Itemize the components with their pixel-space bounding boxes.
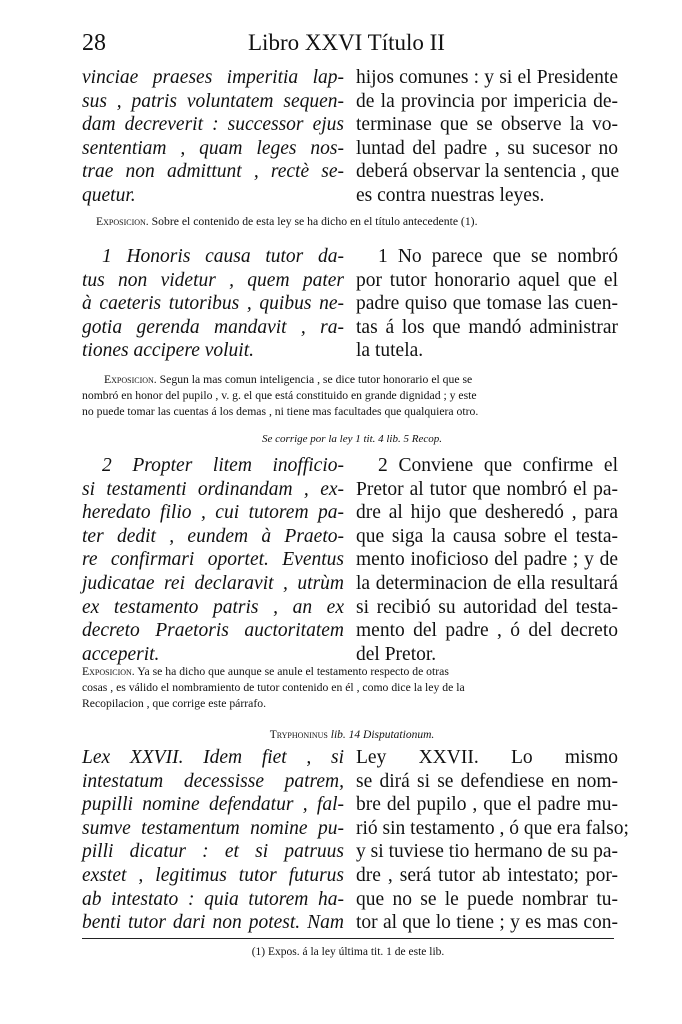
- latin-line: ab intestato : quia tutorem ha-: [82, 888, 344, 910]
- latin-line: benti tutor dari non potest. Nam: [82, 912, 344, 934]
- spanish-line: 1 No parece que se nombró: [378, 246, 618, 267]
- latin-line: acceperit.: [82, 643, 160, 665]
- footnote-rule: [82, 938, 614, 939]
- exposition-text: Segun la mas comun inteligencia , se dice tutor honorario el que se: [156, 373, 473, 386]
- latin-line: à caeteris tutoribus , quibus ne-: [82, 293, 344, 315]
- spanish-line: es contra nuestras leyes.: [356, 184, 545, 206]
- latin-line: trae non admittunt , rectè se-: [82, 161, 344, 183]
- exposition-label: Exposicion.: [82, 665, 135, 678]
- spanish-line: la tutela.: [356, 340, 424, 362]
- spanish-line: mento inoficioso del padre ; y de: [356, 549, 618, 571]
- latin-line: 1 Honoris causa tutor da-: [102, 246, 344, 267]
- latin-line: dam decreverit : successor ejus: [82, 114, 344, 136]
- spanish-column-block3: [356, 454, 618, 666]
- spanish-line: terminase que se observe la vo-: [356, 114, 618, 136]
- latin-line: sus , patris voluntatem sequen-: [82, 90, 344, 112]
- source-citation: [82, 729, 622, 741]
- exposition-label: Exposicion.: [104, 373, 157, 386]
- latin-line: gotia gerenda mandavit , ra-: [82, 316, 344, 338]
- latin-line: vinciae praeses imperitia lap-: [82, 67, 344, 88]
- exposition-note-3: [82, 664, 622, 712]
- latin-line: sumve testamentum nomine pu-: [82, 817, 344, 839]
- latin-line: tus non videtur , quem pater: [82, 269, 344, 291]
- latin-line: 2 Propter litem inofficio-: [102, 455, 344, 476]
- exposition-note-2: [82, 372, 622, 420]
- exposition-text: Recopilacion , que corrige este párrafo.: [82, 697, 266, 710]
- page-number: 28: [82, 30, 106, 56]
- latin-line: quetur.: [82, 184, 136, 206]
- source-work: lib. 14 Disputationum.: [327, 729, 435, 741]
- latin-line: pupilli nomine defendatur , fal-: [82, 794, 344, 816]
- spanish-line: 2 Conviene que confirme el: [378, 455, 618, 476]
- exposition-note-1: [96, 214, 636, 230]
- latin-line: si testamenti ordinandam , ex-: [82, 478, 344, 500]
- spanish-line: dre al hijo que desheredó , para: [356, 502, 618, 524]
- running-title: Libro XXVI Título II: [248, 30, 445, 55]
- spanish-line: hijos comunes : y si el Presidente: [356, 67, 618, 88]
- spanish-line: mento del padre , ó del decreto: [356, 620, 618, 642]
- spanish-line: luntad del padre , su sucesor no: [356, 137, 618, 159]
- spanish-line: padre quiso que tomase las cuen-: [356, 293, 618, 315]
- source-author: Tryphoninus: [269, 729, 328, 741]
- spanish-line: se dirá si se defendiese en nom-: [356, 770, 618, 792]
- latin-line: judicatae rei declaravit , utrùm: [82, 572, 344, 594]
- latin-line: sententiam , quam leges nos-: [82, 137, 344, 159]
- latin-column-block3: [82, 454, 344, 666]
- exposition-text: Sobre el contenido de esta ley se ha dicho en el título antecedente (1).: [148, 215, 478, 228]
- spanish-column-block2: [356, 245, 618, 363]
- spanish-line: y si tuviese tio hermano de su pa-: [356, 841, 618, 863]
- spanish-line: bre del pupilo , que el padre mu-: [356, 794, 618, 816]
- spanish-line: por tutor honorario aquel que el: [356, 269, 618, 291]
- spanish-column-block4: [356, 746, 629, 935]
- spanish-line: dre , será tutor ab intestato; por-: [356, 864, 618, 886]
- spanish-line: tas á los que mandó administrar: [356, 316, 618, 338]
- exposition-text: Ya se ha dicho que aunque se anule el testamento respecto de otras: [134, 665, 449, 678]
- footnote: (1) Expos. á la ley última tit. 1 de este lib.: [251, 946, 445, 958]
- latin-line: exstet , legitimus tutor futurus: [82, 864, 344, 886]
- exposition-text: cosas , es válido el nombramiento de tutor contenido en él , como dice la ley de la: [82, 681, 465, 694]
- latin-line: re confirmari oportet. Eventus: [82, 549, 344, 571]
- spanish-line: tor al que lo tiene ; y es mas con-: [356, 912, 618, 934]
- latin-line: decreto Praetoris auctoritatem: [82, 620, 344, 642]
- spanish-line: del Pretor.: [356, 643, 437, 665]
- latin-line: tiones accipere voluit.: [82, 340, 255, 362]
- spanish-line: Ley XXVII. Lo mismo: [356, 747, 618, 768]
- exposition-text: nombró en honor del pupilo , v. g. el que está constituido en grande dignidad ; y este: [82, 389, 477, 402]
- latin-line: Lex XXVII. Idem fiet , si: [82, 747, 344, 768]
- spanish-line: Pretor al tutor que nombró el pa-: [356, 478, 618, 500]
- spanish-line: si recibió su autoridad del testa-: [356, 596, 618, 618]
- correction-note: Se corrige por la ley 1 tit. 4 lib. 5 Recop.: [262, 433, 442, 445]
- spanish-line: la determinacion de ella resultará: [356, 572, 618, 594]
- latin-line: intestatum decessisse patrem,: [82, 770, 344, 792]
- latin-line: pilli dicatur : et si patruus: [82, 841, 344, 863]
- spanish-line: que no se le puede nombrar tu-: [356, 888, 618, 910]
- spanish-line: que siga la causa sobre el testa-: [356, 525, 618, 547]
- latin-column-block1: [82, 66, 344, 208]
- spanish-line: rió sin testamento , ó que era falso;: [356, 817, 629, 839]
- latin-line: ex testamento patris , an ex: [82, 596, 344, 618]
- spanish-column-block1: [356, 66, 618, 208]
- spanish-line: de la provincia por impericia de-: [356, 90, 618, 112]
- latin-line: heredato filio , cui tutorem pa-: [82, 502, 344, 524]
- latin-line: ter dedit , eundem à Praeto-: [82, 525, 344, 547]
- latin-column-block4: [82, 746, 344, 935]
- spanish-line: deberá observar la sentencia , que: [356, 161, 620, 183]
- exposition-label: Exposicion.: [96, 215, 149, 228]
- latin-column-block2: [82, 245, 344, 363]
- exposition-text: no puede tomar las cuentas á los demas , ni tiene mas facultades que qualquiera otro.: [82, 405, 479, 418]
